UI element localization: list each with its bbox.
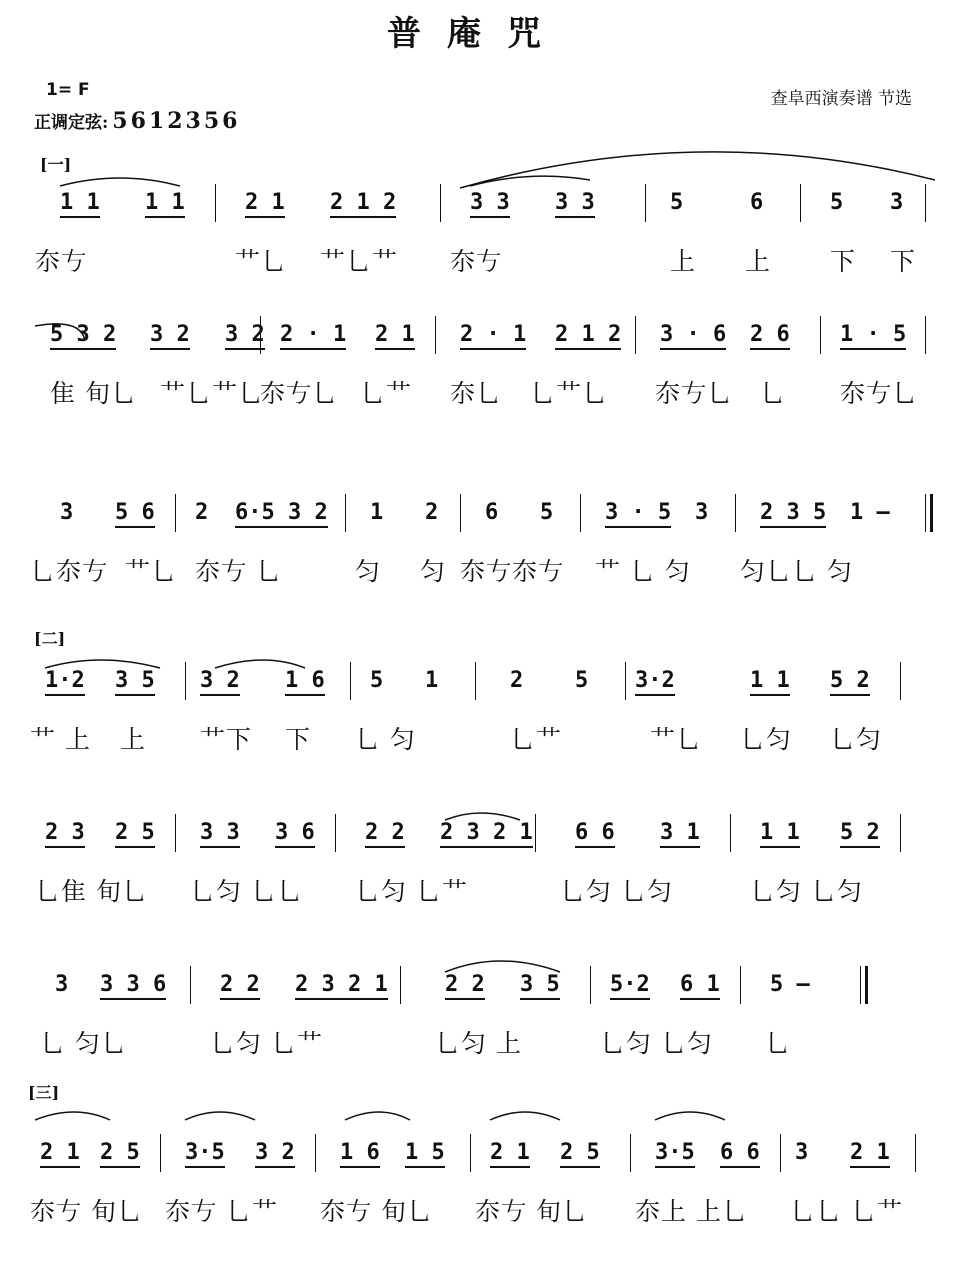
- tablature-row: [30, 552, 930, 596]
- note-text: 3: [55, 972, 69, 997]
- note-text: 1 · 5: [840, 322, 906, 350]
- section-3-label: [三]: [28, 1083, 60, 1102]
- note-text: 6 1: [680, 972, 720, 1000]
- barline: [470, 1134, 471, 1172]
- note-group: [285, 668, 325, 693]
- note-text: 3: [695, 500, 709, 525]
- jianzipu-glyph: 下: [890, 247, 917, 276]
- notation-row: [30, 972, 930, 1006]
- jianzipu-glyph: 乚乚 乚艹: [790, 1197, 903, 1226]
- barline: [345, 494, 346, 532]
- note-group: [50, 322, 116, 347]
- notation-row: [30, 190, 930, 224]
- jianzipu-glyph: 乚匀 乚匀: [560, 877, 673, 906]
- note-group: [100, 1140, 140, 1165]
- note-text: 3 3: [470, 190, 510, 218]
- note-group: [60, 500, 73, 525]
- barline: [730, 814, 731, 852]
- barline: [475, 662, 476, 700]
- note-text: 2 3 2 1: [440, 820, 533, 848]
- section-1-label: [一]: [40, 155, 72, 174]
- barline: [175, 814, 176, 852]
- jianzipu-glyph: 夵𠀁 乚: [195, 557, 282, 586]
- note-group: [485, 500, 498, 525]
- barline: [460, 494, 461, 532]
- note-text: 5 3 2: [50, 322, 116, 350]
- barline: [175, 494, 176, 532]
- note-group: [280, 322, 346, 347]
- jianzipu-glyph: 上: [120, 725, 147, 754]
- barline: [260, 316, 261, 354]
- note-text: 2 5: [100, 1140, 140, 1168]
- tablature-row: [30, 872, 930, 916]
- barline: [435, 316, 436, 354]
- jianzipu-glyph: 乚 匀: [355, 725, 416, 754]
- note-group: [255, 1140, 295, 1165]
- note-text: 1 1: [145, 190, 185, 218]
- note-group: [115, 500, 155, 525]
- jianzipu-glyph: 夵𠀁: [35, 247, 88, 276]
- note-group: [575, 668, 588, 693]
- note-group: [195, 500, 208, 525]
- tablature-row: [30, 720, 930, 764]
- note-text: 5: [370, 668, 384, 693]
- note-text: 1·2: [45, 668, 85, 696]
- note-text: 1 1: [60, 190, 100, 218]
- note-group: [225, 322, 265, 347]
- barline: [635, 316, 636, 354]
- piece-title: 普庵咒: [387, 14, 567, 54]
- section-2-label: [二]: [34, 629, 66, 648]
- tablature-row: [30, 242, 930, 286]
- note-text: 5 —: [770, 972, 810, 997]
- note-group: [60, 190, 100, 215]
- jianzipu-glyph: 乚 匀乚: [40, 1029, 127, 1058]
- barline: [780, 1134, 781, 1172]
- jianzipu-glyph: 夵乚: [450, 379, 503, 408]
- source-credit: 查阜西演奏谱 节选: [770, 89, 912, 109]
- jianzipu-glyph: 乚匀 上: [435, 1029, 522, 1058]
- note-group: [330, 190, 396, 215]
- barline: [580, 494, 581, 532]
- barline: [800, 184, 801, 222]
- note-group: [370, 668, 383, 693]
- jianzipu-glyph: 艹乚: [650, 725, 703, 754]
- double-barline: [925, 494, 926, 532]
- note-text: 6: [750, 190, 764, 215]
- note-group: [470, 190, 510, 215]
- notation-row: [30, 322, 930, 356]
- note-group: [115, 668, 155, 693]
- note-group: [365, 820, 405, 845]
- note-text: 6·5 3 2: [235, 500, 328, 528]
- barline: [925, 184, 926, 222]
- note-group: [40, 1140, 80, 1165]
- note-text: 5: [830, 190, 844, 215]
- note-text: 2: [510, 668, 524, 693]
- note-text: 3 2: [200, 668, 240, 696]
- jianzipu-glyph: 匀: [355, 557, 382, 586]
- note-text: 3 · 5: [605, 500, 671, 528]
- note-group: [45, 820, 85, 845]
- note-group: [720, 1140, 760, 1165]
- jianzipu-glyph: 下: [285, 725, 312, 754]
- note-group: [760, 500, 826, 525]
- note-group: [660, 322, 726, 347]
- note-text: 2 1: [245, 190, 285, 218]
- note-text: 3·2: [635, 668, 675, 696]
- key-signature: 1= F: [46, 80, 90, 100]
- note-text: 2 1: [490, 1140, 530, 1168]
- note-text: 5 6: [115, 500, 155, 528]
- note-group: [750, 668, 790, 693]
- note-group: [850, 1140, 890, 1165]
- note-text: 3 2: [225, 322, 265, 350]
- note-text: 3: [60, 500, 74, 525]
- note-group: [760, 820, 800, 845]
- notation-row: [30, 668, 930, 702]
- note-group: [55, 972, 68, 997]
- note-text: 1 —: [850, 500, 890, 525]
- jianzipu-glyph: 夵上 上乚: [635, 1197, 748, 1226]
- note-text: 2 2: [365, 820, 405, 848]
- note-group: [245, 190, 285, 215]
- barline: [645, 184, 646, 222]
- barline: [915, 1134, 916, 1172]
- barline: [190, 966, 191, 1004]
- jianzipu-glyph: 乚艹乚: [530, 379, 609, 408]
- note-group: [660, 820, 700, 845]
- note-text: 3 6: [275, 820, 315, 848]
- jianzipu-glyph: 乚匀 乚艹: [210, 1029, 323, 1058]
- note-text: 5: [540, 500, 554, 525]
- barline: [590, 966, 591, 1004]
- note-text: 3 3: [200, 820, 240, 848]
- note-text: 3: [890, 190, 904, 215]
- note-text: 3·5: [185, 1140, 225, 1168]
- jianzipu-glyph: 乚匀 乚艹: [355, 877, 468, 906]
- note-text: 2 · 1: [280, 322, 346, 350]
- barline: [335, 814, 336, 852]
- barline: [900, 814, 901, 852]
- note-group: [890, 190, 903, 215]
- note-group: [340, 1140, 380, 1165]
- note-text: 2 5: [115, 820, 155, 848]
- note-text: 2 3 5: [760, 500, 826, 528]
- barline: [820, 316, 821, 354]
- note-text: 2 2: [220, 972, 260, 1000]
- jianzipu-glyph: 夵𠀁 旬乚: [475, 1197, 588, 1226]
- notation-row: [30, 820, 930, 854]
- tablature-row: [30, 1024, 930, 1068]
- note-group: [750, 322, 790, 347]
- note-group: [490, 1140, 530, 1165]
- barline: [185, 662, 186, 700]
- barline: [740, 966, 741, 1004]
- note-group: [680, 972, 720, 997]
- note-text: 2 3 2 1: [295, 972, 388, 1000]
- jianzipu-glyph: 艹乚: [125, 557, 178, 586]
- jianzipu-glyph: 艹下: [200, 725, 253, 754]
- note-text: 6 6: [575, 820, 615, 848]
- note-text: 3 3: [555, 190, 595, 218]
- tablature-row: [30, 1192, 930, 1236]
- note-text: 6 6: [720, 1140, 760, 1168]
- jianzipu-glyph: 艹 乚 匀: [595, 557, 691, 586]
- jianzipu-glyph: 乚匀 乚匀: [750, 877, 863, 906]
- note-group: [555, 190, 595, 215]
- tuning-label: 正调定弦:: [34, 113, 109, 133]
- note-group: [850, 500, 890, 525]
- jianzipu-glyph: 乚隹 旬乚: [35, 877, 148, 906]
- note-group: [655, 1140, 695, 1165]
- jianzipu-glyph: 艹乚艹乚: [160, 379, 265, 408]
- note-group: [830, 668, 870, 693]
- note-group: [370, 500, 383, 525]
- note-group: [115, 820, 155, 845]
- barline: [535, 814, 536, 852]
- note-group: [200, 668, 240, 693]
- note-text: 2: [195, 500, 209, 525]
- note-text: 1 1: [760, 820, 800, 848]
- tablature-row: [30, 374, 930, 418]
- note-text: 6: [485, 500, 499, 525]
- barline: [215, 184, 216, 222]
- note-group: [185, 1140, 225, 1165]
- note-text: 1: [425, 668, 439, 693]
- jianzipu-glyph: 乚: [760, 379, 787, 408]
- jianzipu-glyph: 夵𠀁 乚艹: [165, 1197, 278, 1226]
- note-text: 2 3: [45, 820, 85, 848]
- note-group: [635, 668, 675, 693]
- jianzipu-glyph: 乚匀: [830, 725, 883, 754]
- jianzipu-glyph: 乚夵𠀁: [30, 557, 109, 586]
- note-group: [605, 500, 671, 525]
- note-group: [200, 820, 240, 845]
- note-text: 2 1 2: [555, 322, 621, 350]
- note-group: [670, 190, 683, 215]
- note-group: [840, 322, 906, 347]
- note-group: [695, 500, 708, 525]
- barline: [925, 316, 926, 354]
- notation-row: [30, 500, 930, 534]
- jianzipu-glyph: 夵𠀁乚: [260, 379, 339, 408]
- note-text: 1: [370, 500, 384, 525]
- note-text: 2 1: [40, 1140, 80, 1168]
- jianzipu-glyph: 夵𠀁: [450, 247, 503, 276]
- note-text: 5·2: [610, 972, 650, 1000]
- jianzipu-glyph: 上: [745, 247, 772, 276]
- jianzipu-glyph: 艹乚艹: [320, 247, 399, 276]
- jianzipu-glyph: 艹乚: [235, 247, 288, 276]
- jianzipu-glyph: 匀: [420, 557, 447, 586]
- jianzipu-glyph: 艹 上: [30, 725, 91, 754]
- note-text: 2 5: [560, 1140, 600, 1168]
- note-text: 3·5: [655, 1140, 695, 1168]
- note-text: 5 2: [830, 668, 870, 696]
- note-group: [445, 972, 485, 997]
- note-text: 3 5: [520, 972, 560, 1000]
- jianzipu-glyph: 乚匀 乚匀: [600, 1029, 713, 1058]
- note-group: [830, 190, 843, 215]
- note-group: [520, 972, 560, 997]
- note-text: 2 2: [445, 972, 485, 1000]
- note-text: 5 2: [840, 820, 880, 848]
- tuning-notes: 5612356: [112, 108, 241, 134]
- note-group: [100, 972, 166, 997]
- barline: [400, 966, 401, 1004]
- note-group: [425, 500, 438, 525]
- note-text: 3 · 6: [660, 322, 726, 350]
- note-group: [145, 190, 185, 215]
- jianzipu-glyph: 上: [670, 247, 697, 276]
- jianzipu-glyph: 夵𠀁乚: [655, 379, 734, 408]
- barline: [315, 1134, 316, 1172]
- barline: [160, 1134, 161, 1172]
- barline: [630, 1134, 631, 1172]
- note-group: [795, 1140, 808, 1165]
- jianzipu-glyph: 夵𠀁乚: [840, 379, 919, 408]
- note-text: 1 1: [750, 668, 790, 696]
- jianzipu-glyph: 乚艹: [360, 379, 413, 408]
- jianzipu-glyph: 夵𠀁夵𠀁: [460, 557, 565, 586]
- note-text: 2 1: [850, 1140, 890, 1168]
- note-text: 5: [670, 190, 684, 215]
- note-group: [460, 322, 526, 347]
- note-text: 1 5: [405, 1140, 445, 1168]
- note-text: 1 6: [340, 1140, 380, 1168]
- note-group: [440, 820, 533, 845]
- note-text: 2 1 2: [330, 190, 396, 218]
- barline: [350, 662, 351, 700]
- jianzipu-glyph: 乚: [765, 1029, 792, 1058]
- note-group: [840, 820, 880, 845]
- note-text: 5: [575, 668, 589, 693]
- notation-row: [30, 1140, 930, 1174]
- note-group: [405, 1140, 445, 1165]
- note-group: [220, 972, 260, 997]
- note-text: 2: [425, 500, 439, 525]
- note-group: [275, 820, 315, 845]
- note-group: [540, 500, 553, 525]
- note-group: [45, 668, 85, 693]
- barline: [900, 662, 901, 700]
- note-text: 3 5: [115, 668, 155, 696]
- note-group: [510, 668, 523, 693]
- jianzipu-glyph: 隹 旬乚: [50, 379, 137, 408]
- note-group: [555, 322, 621, 347]
- note-text: 3: [795, 1140, 809, 1165]
- note-group: [575, 820, 615, 845]
- barline: [735, 494, 736, 532]
- note-group: [150, 322, 190, 347]
- jianzipu-glyph: 夵𠀁 旬乚: [30, 1197, 143, 1226]
- tuning: [34, 108, 240, 134]
- barline: [625, 662, 626, 700]
- note-text: 2 1: [375, 322, 415, 350]
- jianzipu-glyph: 下: [830, 247, 857, 276]
- note-text: 3 2: [150, 322, 190, 350]
- note-group: [235, 500, 328, 525]
- jianzipu-glyph: 乚匀: [740, 725, 793, 754]
- jianzipu-glyph: 乚艹: [510, 725, 563, 754]
- note-text: 2 6: [750, 322, 790, 350]
- jianzipu-glyph: 夵𠀁 旬乚: [320, 1197, 433, 1226]
- note-group: [295, 972, 388, 997]
- note-text: 3 1: [660, 820, 700, 848]
- note-group: [375, 322, 415, 347]
- note-group: [425, 668, 438, 693]
- note-text: 2 · 1: [460, 322, 526, 350]
- note-text: 3 2: [255, 1140, 295, 1168]
- double-barline: [860, 966, 861, 1004]
- note-text: 3 3 6: [100, 972, 166, 1000]
- note-text: 1 6: [285, 668, 325, 696]
- note-group: [750, 190, 763, 215]
- note-group: [770, 972, 810, 997]
- jianzipu-glyph: 乚匀 乚乚: [190, 877, 303, 906]
- note-group: [560, 1140, 600, 1165]
- note-group: [610, 972, 650, 997]
- jianzipu-glyph: 匀乚乚 匀: [740, 557, 853, 586]
- barline: [440, 184, 441, 222]
